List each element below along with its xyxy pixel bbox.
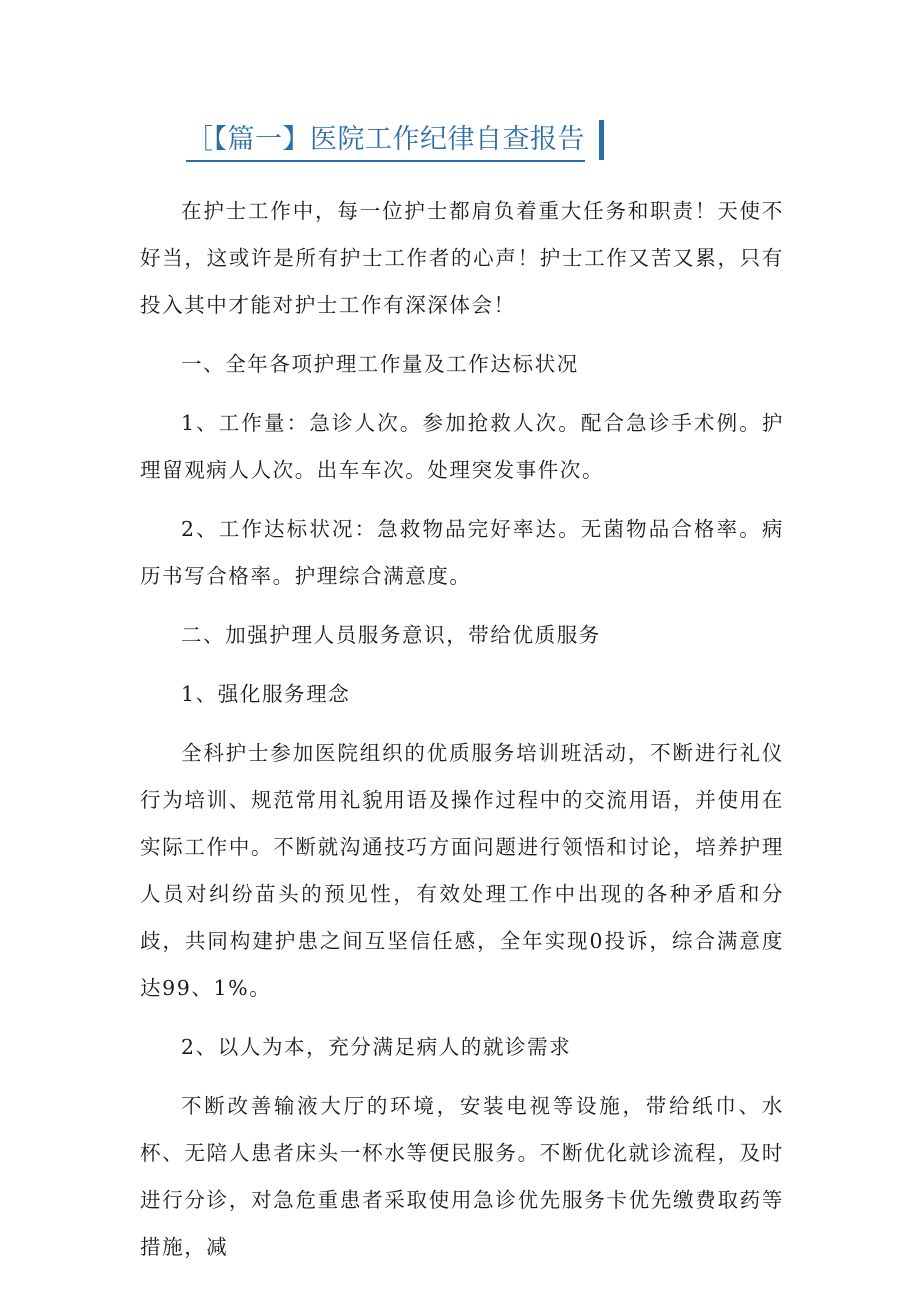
subsection-heading-1: 1、强化服务理念: [181, 682, 351, 706]
section-heading-1: 一、全年各项护理工作量及工作达标状况: [181, 352, 579, 376]
intro-paragraph: 在护士工作中，每一位护士都肩负着重大任务和职责！天使不好当，这或许是所有护士工作者的心声！护士工作又苦又累，只有投入其中才能对护士工作有深深体会！: [140, 199, 784, 317]
subsection-heading-2: 2、以人为本，充分满足病人的就诊需求: [181, 1035, 572, 1059]
document-title: ［【篇一】医院工作纪律自查报告: [186, 122, 585, 162]
document-body: [140, 188, 784, 1283]
workload-paragraph: 1、工作量：急诊人次。参加抢救人次。配合急诊手术例。护理留观病人人次。出车车次。处理突发事件次。: [140, 411, 784, 482]
section-heading-2: 二、加强护理人员服务意识，带给优质服务: [181, 623, 601, 647]
title-block: [186, 118, 604, 162]
service-concept-paragraph: 全科护士参加医院组织的优质服务培训班活动，不断进行礼仪行为培训、规范常用礼貌用语及操作过程中的交流用语，并使用在实际工作中。不断就沟通技巧方面问题进行领悟和讨论，培养护理人员对纠纷苗头的预见性，有效处理工作中出现的各种矛盾和分歧，共同构建护患之间互坚信任感，全年实现0投诉，综合满意度达99、1%。: [140, 741, 784, 1000]
standards-paragraph: 2、工作达标状况：急救物品完好率达。无菌物品合格率。病历书写合格率。护理综合满意度。: [140, 517, 784, 588]
text-cursor-icon: [599, 120, 604, 160]
patient-needs-paragraph: 不断改善输液大厅的环境，安装电视等设施，带给纸巾、水杯、无陪人患者床头一杯水等便民服务。不断优化就诊流程，及时进行分诊，对急危重患者采取使用急诊优先服务卡优先缴费取药等措施，减: [140, 1094, 784, 1259]
